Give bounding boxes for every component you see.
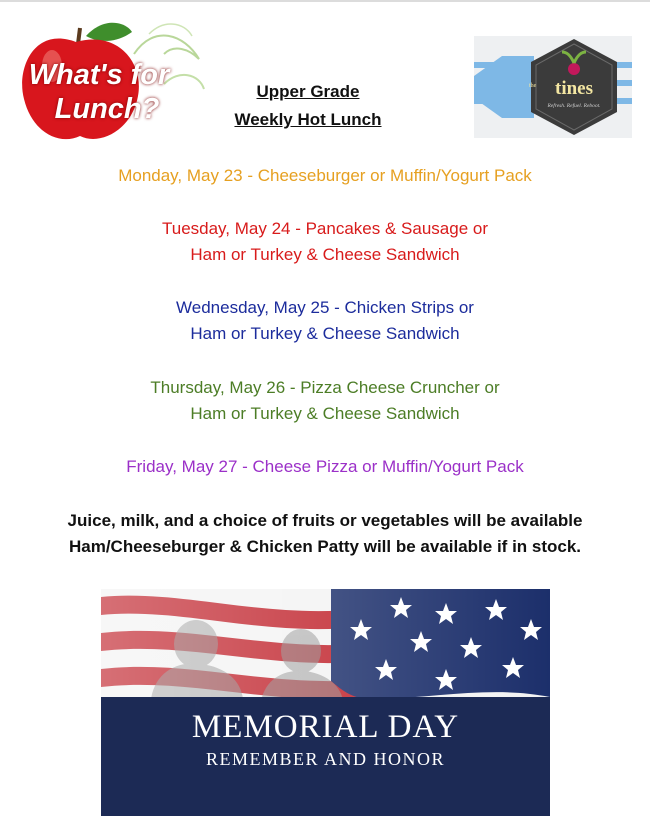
logo-text-line1: What's for (28, 59, 170, 91)
menu-tuesday-line2: Ham or Turkey & Cheese Sandwich (190, 245, 460, 264)
tines-logo (474, 36, 632, 138)
banner-subtitle: REMEMBER AND HONOR (205, 749, 446, 769)
note-line2: Ham/Cheeseburger & Chicken Patty will be available if in stock. (68, 537, 582, 556)
logo-text-line2: Lunch? (54, 93, 160, 125)
menu-monday: Monday, May 23 - Cheeseburger or Muffin/Yogurt Pack (118, 166, 532, 185)
note-line1: Juice, milk, and a choice of fruits or vegetables will be available (67, 511, 583, 530)
banner-title: MEMORIAL DAY (191, 709, 460, 745)
page-title-grade: Upper Grade (256, 82, 360, 101)
menu-wednesday-line2: Ham or Turkey & Cheese Sandwich (190, 324, 460, 343)
memorial-day-banner (101, 589, 550, 816)
page-title-lunch: Weekly Hot Lunch (234, 110, 382, 129)
menu-wednesday-line1: Wednesday, May 25 - Chicken Strips or (176, 298, 474, 317)
menu-friday: Friday, May 27 - Cheese Pizza or Muffin/Yogurt Pack (126, 457, 524, 476)
american-flag-icon (101, 589, 550, 816)
tines-brand: tines (555, 78, 593, 99)
menu-tuesday-line1: Tuesday, May 24 - Pancakes & Sausage or (161, 219, 488, 238)
menu-thursday-line2: Ham or Turkey & Cheese Sandwich (190, 404, 460, 423)
tines-tagline: Refresh. Refuel. Reboot. (547, 103, 601, 109)
menu-thursday-line1: Thursday, May 26 - Pizza Cheese Cruncher or (150, 378, 500, 397)
tines-prefix: the (529, 83, 537, 89)
top-divider (0, 0, 650, 2)
